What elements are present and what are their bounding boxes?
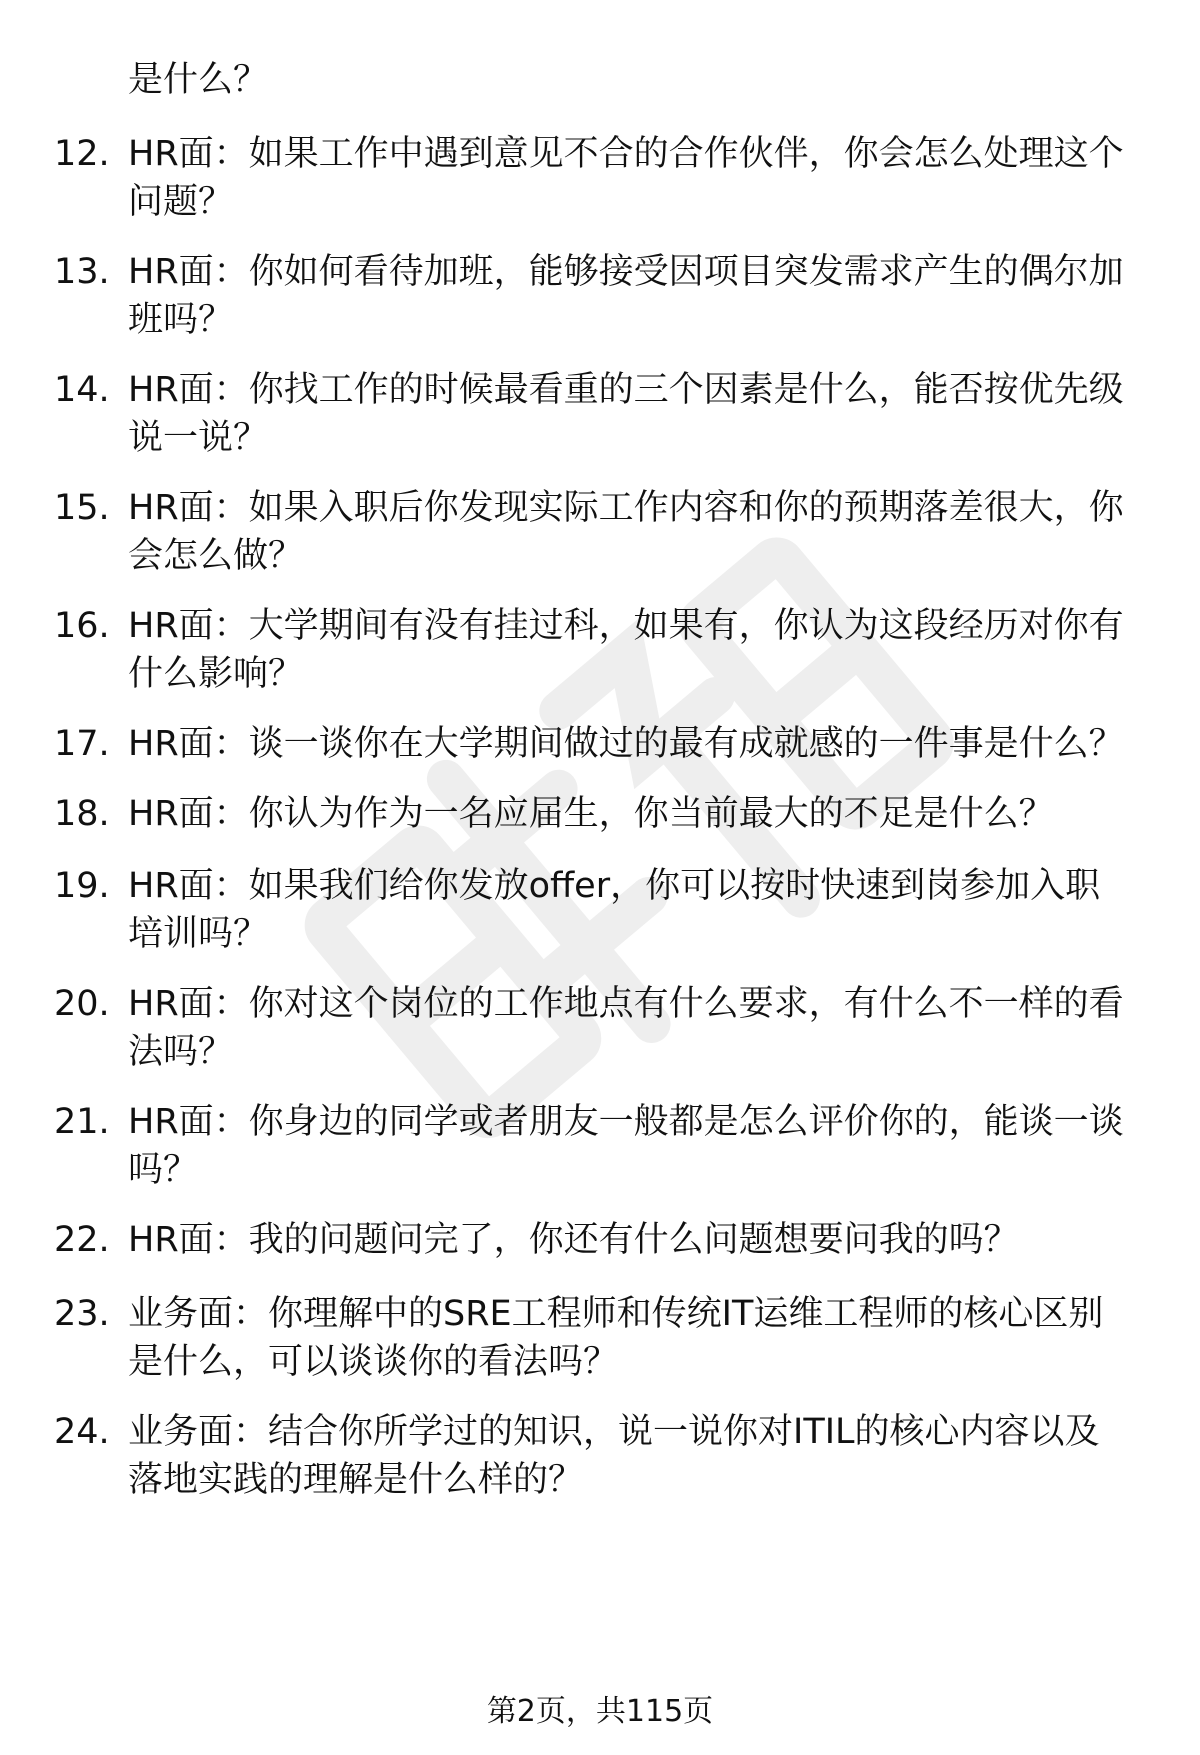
- question-number: 21.: [54, 1102, 110, 1142]
- question-text: 问题？: [128, 182, 234, 222]
- question-text: 班吗？: [128, 300, 234, 340]
- question-text: 说一说？: [128, 418, 269, 458]
- question-number: 22.: [54, 1220, 110, 1260]
- question-text: 落地实践的理解是什么样的？: [128, 1460, 584, 1500]
- question-number: 17.: [54, 724, 110, 764]
- question-text: HR面：谈一谈你在大学期间做过的最有成就感的一件事是什么？: [128, 724, 1124, 764]
- question-text: 培训吗？: [128, 914, 269, 954]
- page-footer: 第2页，共115页: [486, 1694, 714, 1729]
- question-number: 13.: [54, 252, 110, 292]
- question-number: 23.: [54, 1294, 110, 1334]
- question-text: 法吗？: [128, 1032, 234, 1072]
- question-number: 14.: [54, 370, 110, 410]
- question-text: HR面：如果我们给你发放offer，你可以按时快速到岗参加入职: [128, 866, 1101, 906]
- question-text: 吗？: [128, 1150, 199, 1190]
- question-text: 业务面：结合你所学过的知识，说一说你对ITIL的核心内容以及: [128, 1412, 1100, 1452]
- question-number: 19.: [54, 866, 110, 906]
- question-text: HR面：大学期间有没有挂过科，如果有，你认为这段经历对你有: [128, 606, 1124, 646]
- question-text: 什么影响？: [128, 654, 304, 694]
- question-number: 18.: [54, 794, 110, 834]
- question-number: 24.: [54, 1412, 110, 1452]
- document-page: 是什么？ 12. HR面：如果工作中遇到意见不合的合作伙伴，你会怎么处理这个 问题？ 13. HR面：你如何看待加班，能够接受因项目突发需求产生的偶尔加 班吗？ 14. HR面：你找工作的时候最看重的三个因素是什么，能否按优先级 说一说？ 15. HR面：如果入职后你发现实际工作内容和你的预期落差很大，你 会怎么做？ 16. HR面：大学期间有没有挂过科，如果有，你认为这段经历对你有 什么影响？ 17. HR面：谈一谈你在大学期间做过的最有成就感的一件事是什么？ 18. HR面：你认为作为一名应届生，你当前最大的不足是什么？ 19. HR面：如果我们给你发放offer，你可以按时快速到岗参加入职 培训吗？ 20. HR面：你对这个岗位的工作地点有什么要求，有什么不一样的看 法吗？ 21. HR面：你身边的同学或者朋友一般都是怎么评价你的，能谈一谈 吗？ 22. HR面：我的问题问完了，你还有什么问题想要问我的吗？ 23. 业务面：你理解中的SRE工程师和传统IT运维工程师的核心区别 是什么，可以谈谈你的看法吗？ 24. 业务面：结合你所学过的知识，说一说你对ITIL的核心内容以及 落地实践的理解是什么样的？ 第2页，共115页: [0, 0, 1200, 1755]
- question-text: HR面：如果入职后你发现实际工作内容和你的预期落差很大，你: [128, 488, 1124, 528]
- question-number: 15.: [54, 488, 110, 528]
- question-text: HR面：你对这个岗位的工作地点有什么要求，有什么不一样的看: [128, 984, 1124, 1024]
- question-text: 是什么，可以谈谈你的看法吗？: [128, 1342, 619, 1382]
- question-number: 16.: [54, 606, 110, 646]
- question-number: 12.: [54, 134, 110, 174]
- question-text: HR面：我的问题问完了，你还有什么问题想要问我的吗？: [128, 1220, 1019, 1260]
- question-text: HR面：你认为作为一名应届生，你当前最大的不足是什么？: [128, 794, 1054, 834]
- question-text: 会怎么做？: [128, 536, 304, 576]
- question-text: HR面：你找工作的时候最看重的三个因素是什么，能否按优先级: [128, 370, 1124, 410]
- question-text: HR面：如果工作中遇到意见不合的合作伙伴，你会怎么处理这个: [128, 134, 1124, 174]
- question-text: HR面：你如何看待加班，能够接受因项目突发需求产生的偶尔加: [128, 252, 1124, 292]
- question-number: 20.: [54, 984, 110, 1024]
- question-text: 业务面：你理解中的SRE工程师和传统IT运维工程师的核心区别: [128, 1294, 1104, 1334]
- question-text: HR面：你身边的同学或者朋友一般都是怎么评价你的，能谈一谈: [128, 1102, 1124, 1142]
